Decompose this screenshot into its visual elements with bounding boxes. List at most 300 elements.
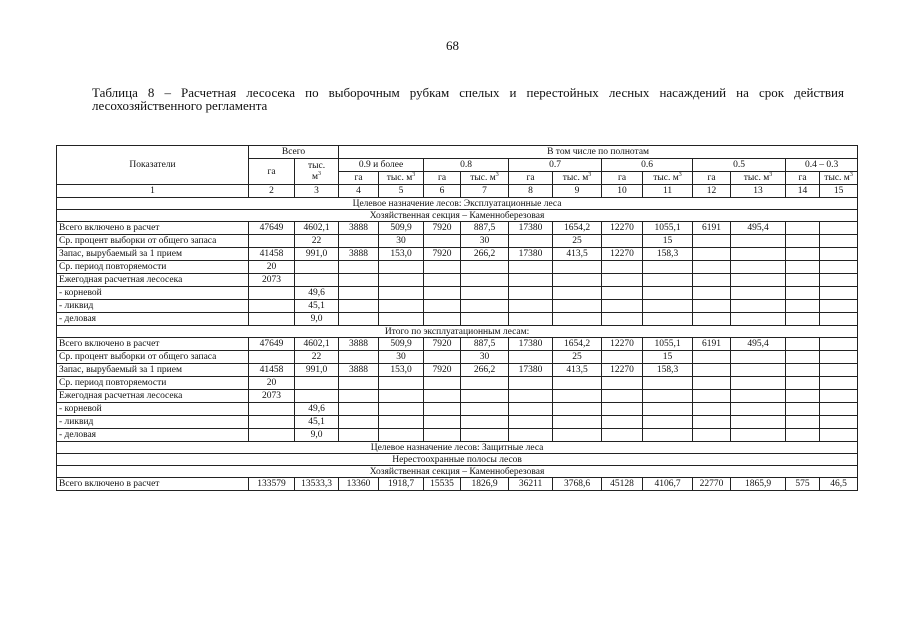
table-cell — [602, 313, 643, 326]
subheader-sup: 3 — [588, 171, 592, 178]
table-row — [57, 235, 858, 248]
table-cell: 17380 — [509, 364, 553, 377]
table-cell — [339, 261, 379, 274]
table-cell — [731, 248, 786, 261]
table-cell: 575 — [786, 478, 820, 491]
table-cell — [249, 403, 295, 416]
table-row — [57, 313, 858, 326]
table-cell — [339, 351, 379, 364]
header-polnota-1: 0.8 — [424, 159, 509, 172]
table-cell: 15535 — [424, 478, 461, 491]
table-cell: 9,0 — [295, 429, 339, 442]
table-cell — [643, 377, 693, 390]
table-row — [57, 248, 858, 261]
section-title: Целевое назначение лесов: Эксплуатационные леса — [57, 198, 858, 210]
column-number: 11 — [643, 185, 693, 198]
header-polnota-0: 0.9 и более — [339, 159, 424, 172]
header-sup: 3 — [318, 170, 322, 177]
table-cell: 49,6 — [295, 403, 339, 416]
table-cell — [786, 313, 820, 326]
table-row — [57, 338, 858, 351]
table-cell — [509, 403, 553, 416]
table-cell: 4106,7 — [643, 478, 693, 491]
subheader-tys-m3 — [553, 172, 602, 185]
table-cell — [553, 261, 602, 274]
table-cell: 3888 — [339, 338, 379, 351]
table-row — [57, 300, 858, 313]
table-cell — [786, 364, 820, 377]
table-cell — [786, 377, 820, 390]
table-cell — [509, 429, 553, 442]
table-cell — [643, 313, 693, 326]
table-cell: 12270 — [602, 248, 643, 261]
table-cell — [602, 390, 643, 403]
table-cell — [786, 403, 820, 416]
table-cell — [339, 377, 379, 390]
table-cell: 22 — [295, 351, 339, 364]
table-cell — [249, 287, 295, 300]
table-cell — [339, 403, 379, 416]
table-cell — [693, 274, 731, 287]
table-row — [57, 403, 858, 416]
subheader-ga: га — [509, 172, 553, 185]
table-cell: 3888 — [339, 364, 379, 377]
table-row — [57, 222, 858, 235]
table-cell — [602, 351, 643, 364]
table-cell — [249, 313, 295, 326]
table-cell: 887,5 — [461, 222, 509, 235]
subheader-tys-m3 — [820, 172, 858, 185]
table-row — [57, 274, 858, 287]
table-cell: 413,5 — [553, 248, 602, 261]
table-cell — [461, 313, 509, 326]
table-cell: 15 — [643, 351, 693, 364]
table-cell — [820, 403, 858, 416]
section-title-row — [57, 442, 858, 454]
table-cell: 4602,1 — [295, 222, 339, 235]
table-row — [57, 377, 858, 390]
table-cell — [509, 377, 553, 390]
header-tys: тыс. — [307, 160, 326, 171]
section-title-row — [57, 454, 858, 466]
table-cell: 20 — [249, 377, 295, 390]
table-cell — [339, 313, 379, 326]
row-label: - деловая — [57, 313, 249, 326]
table-cell — [602, 377, 643, 390]
table-cell — [295, 377, 339, 390]
column-number: 9 — [553, 185, 602, 198]
table-cell — [339, 429, 379, 442]
table-cell — [643, 416, 693, 429]
header-tys-m3-total — [295, 159, 339, 185]
section-title-row — [57, 198, 858, 210]
subheader-ga: га — [424, 172, 461, 185]
table-cell — [731, 235, 786, 248]
table-cell: 45,1 — [295, 416, 339, 429]
table-cell — [602, 300, 643, 313]
section-title-row — [57, 466, 858, 478]
table-cell: 36211 — [509, 478, 553, 491]
subheader-tys-m3-text: тыс. м — [386, 173, 413, 183]
column-number: 10 — [602, 185, 643, 198]
subheader-sup: 3 — [678, 171, 682, 178]
table-cell: 30 — [461, 235, 509, 248]
table-cell — [509, 351, 553, 364]
header-polnota-3: 0.6 — [602, 159, 693, 172]
table-cell: 991,0 — [295, 248, 339, 261]
table-cell — [693, 377, 731, 390]
table-cell — [693, 313, 731, 326]
subheader-tys-m3 — [731, 172, 786, 185]
column-number: 13 — [731, 185, 786, 198]
table-cell — [424, 351, 461, 364]
table-cell — [820, 261, 858, 274]
subheader-sup: 3 — [412, 171, 416, 178]
row-label: - ликвид — [57, 300, 249, 313]
table-cell: 49,6 — [295, 287, 339, 300]
table-cell — [461, 377, 509, 390]
table-row — [57, 261, 858, 274]
table-cell — [379, 313, 424, 326]
table-cell: 509,9 — [379, 338, 424, 351]
table-cell: 12270 — [602, 222, 643, 235]
table-cell — [379, 287, 424, 300]
table-cell — [786, 300, 820, 313]
caption-line-1: Таблица 8 – Расчетная лесосека по выборочным рубкам спелых и перестойных лесных насаждений на срок действия — [92, 85, 844, 100]
table-cell — [602, 261, 643, 274]
forest-cut-table — [56, 145, 858, 491]
table-cell: 1654,2 — [553, 222, 602, 235]
table-cell: 22770 — [693, 478, 731, 491]
table-row — [57, 390, 858, 403]
table-caption — [92, 86, 844, 112]
table-cell: 30 — [379, 351, 424, 364]
table-cell — [509, 274, 553, 287]
table-cell — [731, 416, 786, 429]
table-cell: 413,5 — [553, 364, 602, 377]
table-cell — [786, 235, 820, 248]
row-label: - ликвид — [57, 416, 249, 429]
table-cell — [249, 300, 295, 313]
table-cell — [693, 248, 731, 261]
table-cell: 41458 — [249, 248, 295, 261]
table-cell — [786, 351, 820, 364]
page-number: 68 — [446, 38, 459, 53]
table-cell — [461, 274, 509, 287]
table-cell: 12270 — [602, 364, 643, 377]
table-cell: 20 — [249, 261, 295, 274]
table-cell: 495,4 — [731, 338, 786, 351]
table-cell: 3768,6 — [553, 478, 602, 491]
table-row — [57, 478, 858, 491]
table-cell: 13533,3 — [295, 478, 339, 491]
table-cell: 887,5 — [461, 338, 509, 351]
table-cell — [379, 403, 424, 416]
table-cell — [602, 274, 643, 287]
row-label: Ежегодная расчетная лесосека — [57, 274, 249, 287]
table-cell — [553, 377, 602, 390]
table-cell — [693, 429, 731, 442]
table-cell — [424, 403, 461, 416]
table-cell — [295, 390, 339, 403]
table-cell: 991,0 — [295, 364, 339, 377]
table-cell — [249, 416, 295, 429]
table-cell: 9,0 — [295, 313, 339, 326]
section-title: Хозяйственная секция – Каменноберезовая — [57, 210, 858, 222]
table-cell — [339, 287, 379, 300]
table-cell: 1055,1 — [643, 338, 693, 351]
table-cell: 1055,1 — [643, 222, 693, 235]
row-label: Ежегодная расчетная лесосека — [57, 390, 249, 403]
table-cell — [295, 274, 339, 287]
row-label: Ср. период повторяемости — [57, 377, 249, 390]
table-cell — [820, 338, 858, 351]
header-polnota-4: 0.5 — [693, 159, 786, 172]
table-cell: 7920 — [424, 364, 461, 377]
table-cell — [424, 274, 461, 287]
table-cell: 22 — [295, 235, 339, 248]
table-cell — [731, 261, 786, 274]
table-cell — [339, 390, 379, 403]
column-number: 3 — [295, 185, 339, 198]
table-cell — [786, 390, 820, 403]
table-cell — [643, 261, 693, 274]
table-cell — [379, 416, 424, 429]
header-polnota-2: 0.7 — [509, 159, 602, 172]
table-cell — [786, 274, 820, 287]
table-cell — [786, 416, 820, 429]
caption-line-2: лесохозяйственного регламента — [92, 98, 268, 113]
table-cell — [731, 364, 786, 377]
table-cell: 46,5 — [820, 478, 858, 491]
table-cell — [820, 377, 858, 390]
table-cell: 266,2 — [461, 364, 509, 377]
table-cell — [731, 300, 786, 313]
header-pokazateli: Показатели — [57, 146, 249, 185]
subheader-sup: 3 — [849, 171, 853, 178]
table-cell — [461, 261, 509, 274]
table-cell: 17380 — [509, 338, 553, 351]
table-cell — [553, 429, 602, 442]
table-cell — [820, 287, 858, 300]
table-cell — [693, 287, 731, 300]
table-cell — [553, 390, 602, 403]
table-cell: 30 — [379, 235, 424, 248]
table-cell: 25 — [553, 235, 602, 248]
table-cell — [693, 235, 731, 248]
table-cell — [820, 248, 858, 261]
section-title: Целевое назначение лесов: Защитные леса — [57, 442, 858, 454]
table-cell: 47649 — [249, 222, 295, 235]
table-cell — [820, 274, 858, 287]
table-cell — [509, 300, 553, 313]
table-cell: 1654,2 — [553, 338, 602, 351]
subheader-ga: га — [693, 172, 731, 185]
table-cell — [786, 261, 820, 274]
table-cell — [424, 377, 461, 390]
table-cell: 1865,9 — [731, 478, 786, 491]
table-row — [57, 429, 858, 442]
table-cell: 133579 — [249, 478, 295, 491]
table-cell — [424, 235, 461, 248]
subheader-tys-m3-text: тыс. м — [743, 173, 770, 183]
table-cell: 41458 — [249, 364, 295, 377]
table-cell — [786, 338, 820, 351]
table-cell — [553, 300, 602, 313]
header-ga-total: га — [249, 159, 295, 185]
row-label: Всего включено в расчет — [57, 222, 249, 235]
table-cell: 3888 — [339, 222, 379, 235]
table-cell — [693, 416, 731, 429]
column-number: 5 — [379, 185, 424, 198]
table-cell — [379, 377, 424, 390]
subheader-tys-m3 — [643, 172, 693, 185]
header-row-1 — [57, 146, 858, 159]
table-cell — [731, 274, 786, 287]
table-cell: 158,3 — [643, 248, 693, 261]
table-cell: 17380 — [509, 248, 553, 261]
subheader-sup: 3 — [495, 171, 499, 178]
table-cell: 45,1 — [295, 300, 339, 313]
table-cell: 495,4 — [731, 222, 786, 235]
table-cell: 17380 — [509, 222, 553, 235]
table-cell: 13360 — [339, 478, 379, 491]
table-cell — [249, 429, 295, 442]
table-cell: 1918,7 — [379, 478, 424, 491]
row-label: Всего включено в расчет — [57, 478, 249, 491]
table-cell — [339, 235, 379, 248]
table-cell: 25 — [553, 351, 602, 364]
table-cell: 30 — [461, 351, 509, 364]
table-row — [57, 364, 858, 377]
subheader-ga: га — [786, 172, 820, 185]
table-cell: 153,0 — [379, 248, 424, 261]
table-cell — [731, 429, 786, 442]
table-cell — [379, 429, 424, 442]
table-row — [57, 287, 858, 300]
table-cell — [461, 416, 509, 429]
table-cell — [424, 429, 461, 442]
table-cell — [602, 403, 643, 416]
row-label: Ср. процент выборки от общего запаса — [57, 235, 249, 248]
column-number: 2 — [249, 185, 295, 198]
table-cell — [424, 313, 461, 326]
table-cell — [731, 287, 786, 300]
column-number: 7 — [461, 185, 509, 198]
column-number: 6 — [424, 185, 461, 198]
table-cell: 4602,1 — [295, 338, 339, 351]
table-cell: 7920 — [424, 338, 461, 351]
column-number: 1 — [57, 185, 249, 198]
row-label: - деловая — [57, 429, 249, 442]
table-cell: 47649 — [249, 338, 295, 351]
table-cell — [786, 248, 820, 261]
table-cell — [820, 364, 858, 377]
column-number: 15 — [820, 185, 858, 198]
table-cell — [786, 287, 820, 300]
table-cell — [339, 416, 379, 429]
header-v-tom-chisle: В том числе по полнотам — [339, 146, 858, 159]
table-cell — [424, 261, 461, 274]
table-cell: 6191 — [693, 338, 731, 351]
table-cell: 7920 — [424, 222, 461, 235]
table-cell — [602, 235, 643, 248]
section-title-row — [57, 210, 858, 222]
table-cell — [424, 287, 461, 300]
subheader-ga: га — [339, 172, 379, 185]
subheader-tys-m3-text: тыс. м — [824, 173, 850, 183]
table-cell: 509,9 — [379, 222, 424, 235]
table-cell — [731, 390, 786, 403]
table-row — [57, 351, 858, 364]
table-cell — [693, 261, 731, 274]
table-cell — [553, 313, 602, 326]
table-cell: 158,3 — [643, 364, 693, 377]
table-cell — [693, 403, 731, 416]
table-cell — [786, 429, 820, 442]
table-cell — [379, 300, 424, 313]
table-cell — [461, 300, 509, 313]
row-label: - корневой — [57, 403, 249, 416]
table-cell — [786, 222, 820, 235]
table-cell — [693, 364, 731, 377]
subheader-tys-m3-text: тыс. м — [562, 173, 589, 183]
table-cell — [461, 287, 509, 300]
table-cell — [509, 287, 553, 300]
row-label: - корневой — [57, 287, 249, 300]
column-number: 4 — [339, 185, 379, 198]
subheader-tys-m3 — [379, 172, 424, 185]
table-cell — [602, 429, 643, 442]
table-cell — [249, 351, 295, 364]
table-cell: 266,2 — [461, 248, 509, 261]
table-cell — [379, 390, 424, 403]
section-title: Хозяйственная секция – Каменноберезовая — [57, 466, 858, 478]
table-cell — [424, 416, 461, 429]
table-cell — [820, 351, 858, 364]
table-cell — [693, 351, 731, 364]
table-cell — [820, 390, 858, 403]
table-cell — [820, 222, 858, 235]
table-cell — [693, 390, 731, 403]
table-cell — [553, 287, 602, 300]
row-label: Ср. период повторяемости — [57, 261, 249, 274]
table-cell — [553, 274, 602, 287]
table-cell — [509, 313, 553, 326]
table-cell — [339, 274, 379, 287]
table-cell: 12270 — [602, 338, 643, 351]
table-cell — [509, 416, 553, 429]
table-cell — [643, 287, 693, 300]
subheader-tys-m3 — [461, 172, 509, 185]
table-cell: 7920 — [424, 248, 461, 261]
table-cell: 45128 — [602, 478, 643, 491]
table-cell — [820, 300, 858, 313]
table-cell: 153,0 — [379, 364, 424, 377]
subheader-tys-m3-text: тыс. м — [653, 173, 679, 183]
column-number: 12 — [693, 185, 731, 198]
header-vsego: Всего — [249, 146, 339, 159]
subheader-ga: га — [602, 172, 643, 185]
header-polnota-5: 0.4 – 0.3 — [786, 159, 858, 172]
table-cell — [461, 403, 509, 416]
row-label: Запас, вырубаемый за 1 прием — [57, 248, 249, 261]
subheader-tys-m3-text: тыс. м — [470, 173, 496, 183]
table-cell — [820, 235, 858, 248]
table-cell — [339, 300, 379, 313]
subheader-sup: 3 — [769, 171, 773, 178]
section-title-row — [57, 326, 858, 338]
